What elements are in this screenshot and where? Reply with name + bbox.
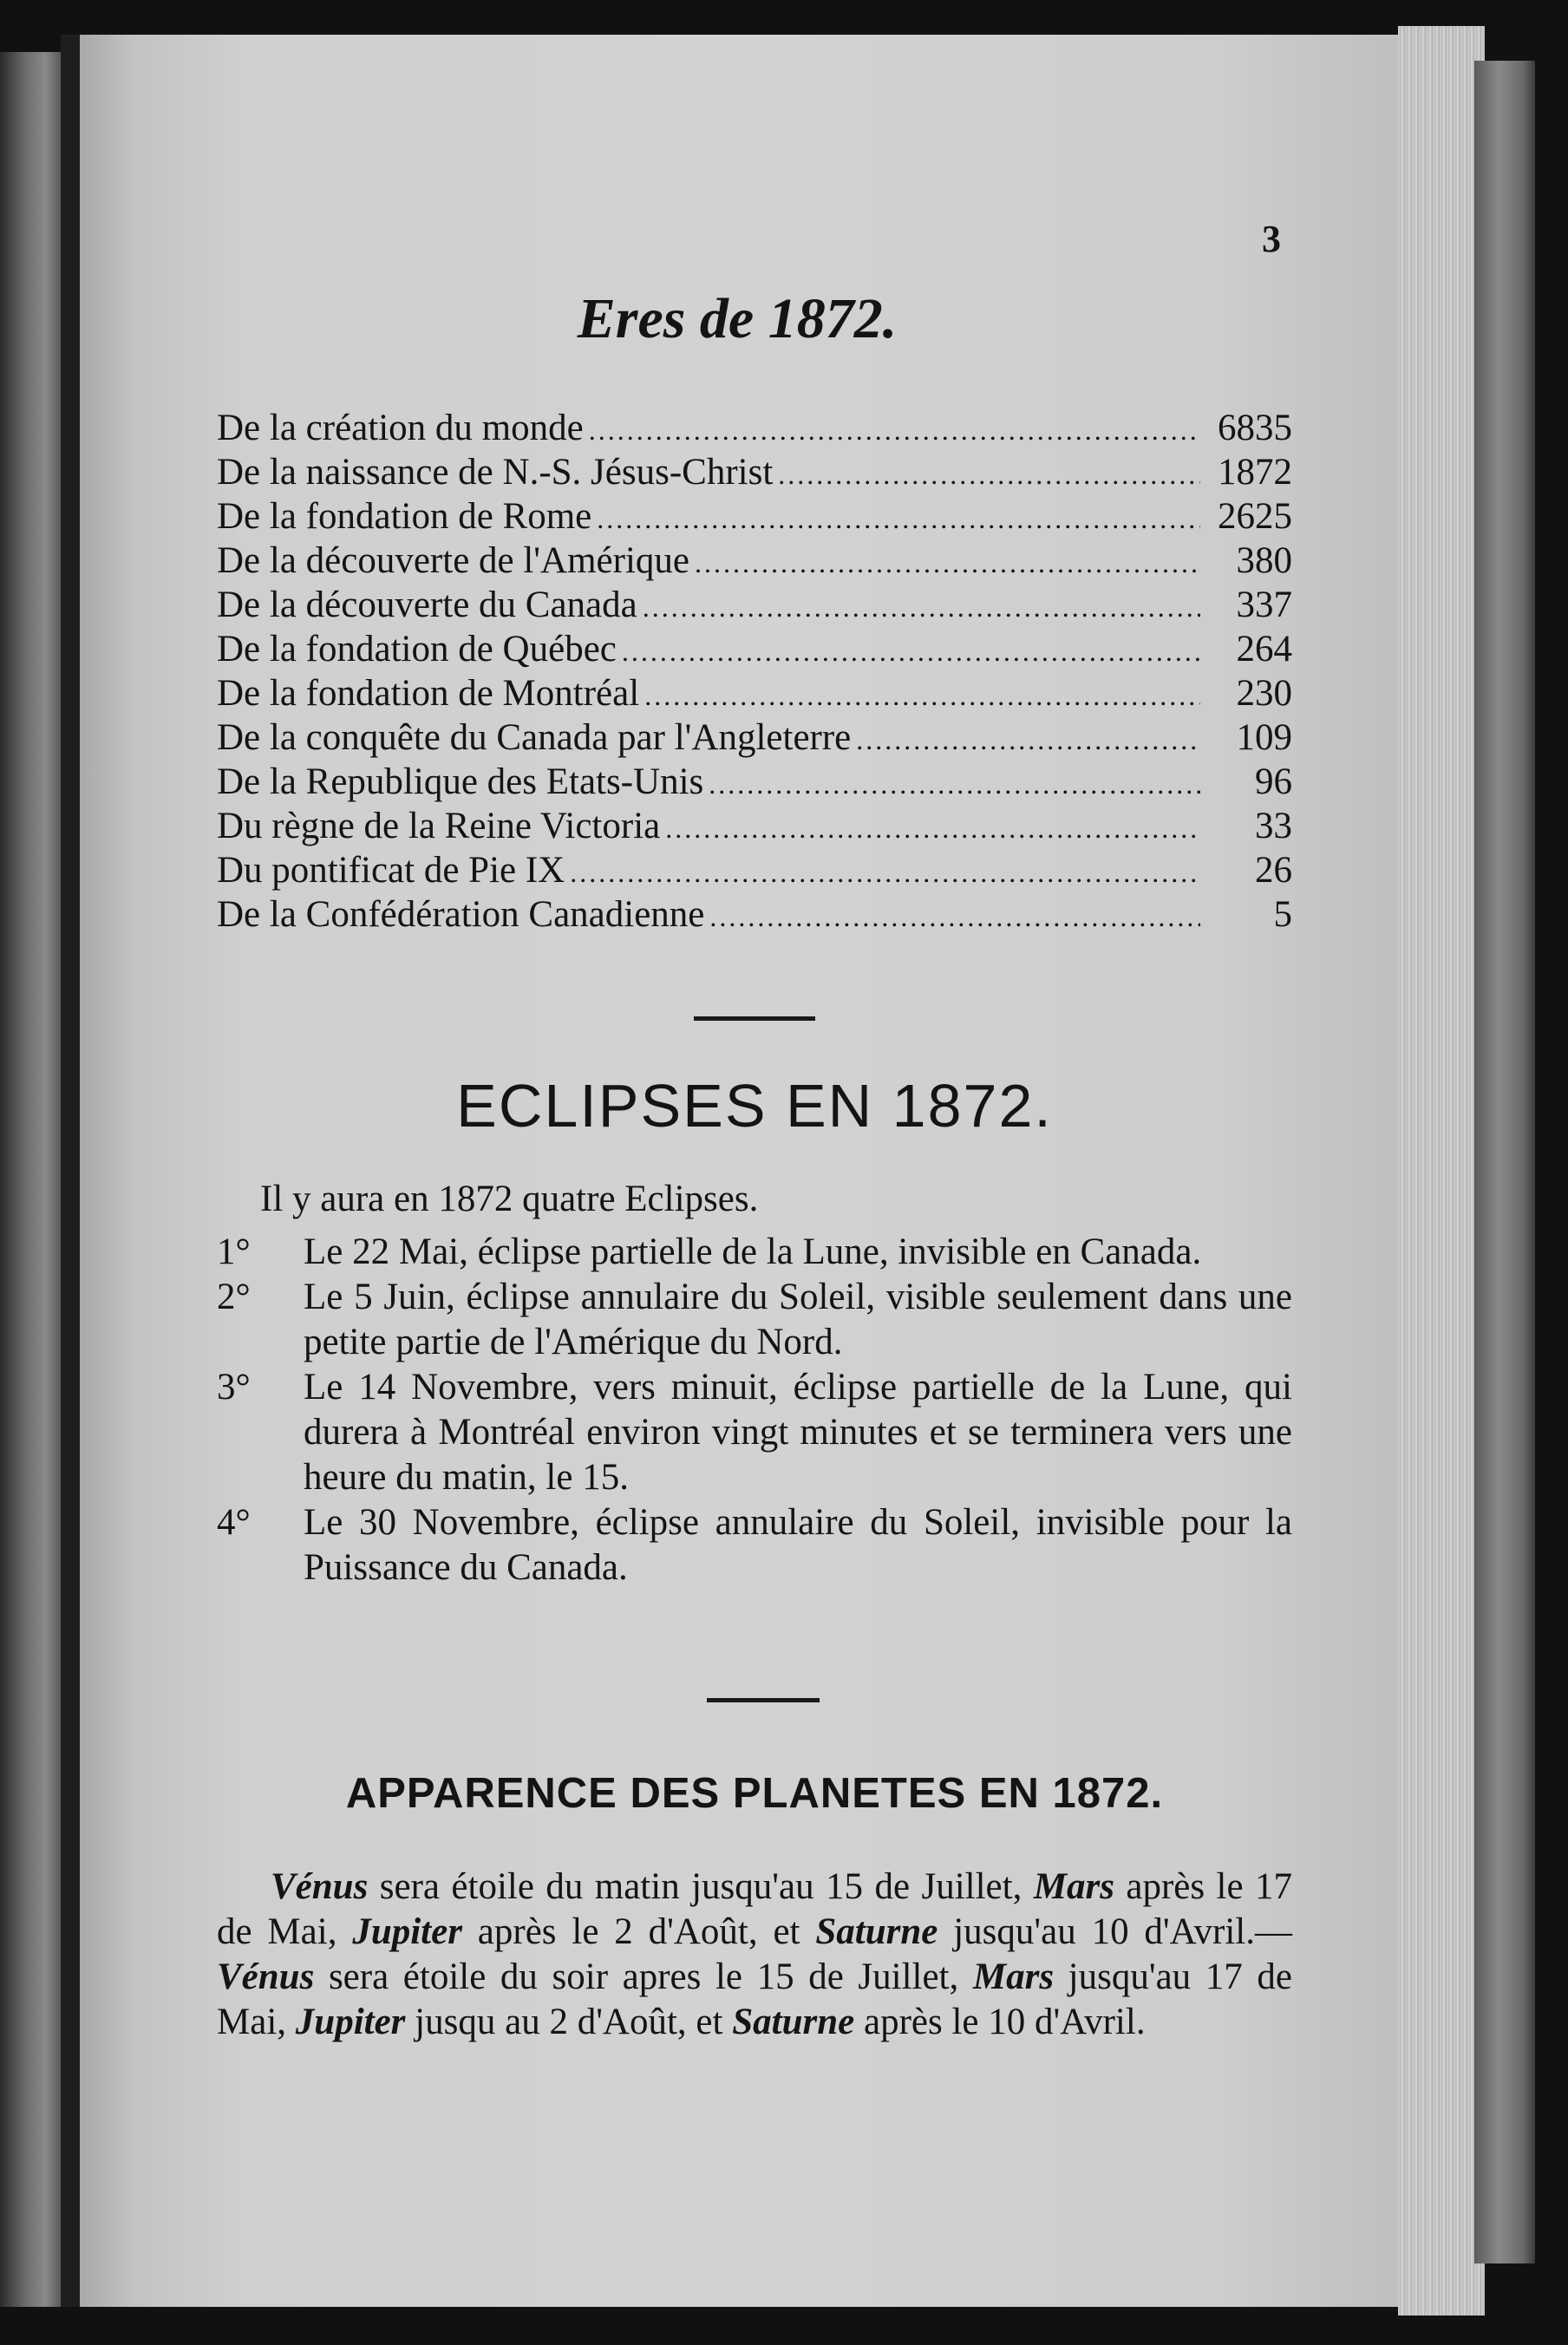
eres-row — [217, 627, 1292, 671]
planets-text: après le 2 d'Août, et — [461, 1911, 816, 1952]
eres-label: De la découverte du Canada — [217, 585, 637, 625]
eres-label: De la création du monde — [217, 408, 584, 448]
eres-label: Du pontificat de Pie IX — [217, 850, 565, 891]
planets-text: jusqu'au 10 d'Avril.— — [938, 1911, 1292, 1952]
planet-venus: Vénus — [217, 1956, 315, 1997]
eres-value: 5 — [1273, 894, 1292, 935]
eres-value: 26 — [1255, 850, 1292, 891]
eres-label: De la conquête du Canada par l'Angleterre — [217, 717, 852, 758]
eres-label: De la découverte de l'Amérique — [217, 540, 689, 581]
eclipse-item — [217, 1365, 1292, 1500]
planets-text: après le 10 d'Avril. — [854, 2002, 1146, 2042]
eres-label: De la fondation de Montréal — [217, 673, 640, 714]
eres-row — [217, 539, 1292, 583]
eres-row — [217, 892, 1292, 937]
eclipse-number: 3° — [217, 1367, 251, 1408]
section-divider — [694, 1016, 815, 1021]
eres-label: De la naissance de N.-S. Jésus-Christ — [217, 452, 774, 493]
eclipse-number: 2° — [217, 1277, 251, 1317]
eres-row — [217, 760, 1292, 804]
eclipse-item — [217, 1275, 1292, 1365]
eclipse-item — [217, 1230, 1292, 1275]
eres-value: 96 — [1255, 761, 1292, 802]
eclipse-item — [217, 1500, 1292, 1591]
eres-row — [217, 583, 1292, 627]
eclipse-text: Le 14 Novembre, vers minuit, éclipse partielle de la Lune, qui durera à Montréal environ vingt minutes et se terminera vers une heure du matin, le 15. — [304, 1367, 1292, 1498]
eclipse-number: 1° — [217, 1231, 251, 1272]
leader-dots — [709, 895, 1200, 939]
planet-mars: Mars — [1033, 1866, 1114, 1907]
eres-row — [217, 450, 1292, 494]
planets-text: sera étoile du matin jusqu'au 15 de Juillet, — [368, 1866, 1034, 1907]
planets-text: jusqu'au 17 de Mai, — [217, 1956, 1292, 2042]
leader-dots — [622, 630, 1200, 674]
eres-value: 6835 — [1218, 408, 1292, 448]
eclipse-number: 4° — [217, 1502, 251, 1543]
eres-label: De la Confédération Canadienne — [217, 894, 705, 935]
eres-label: Du règne de la Reine Victoria — [217, 806, 661, 846]
planets-text: après le 17 de Mai, — [217, 1866, 1292, 1952]
page-stack-edges — [1398, 26, 1485, 2316]
leader-dots — [570, 851, 1200, 895]
planets-title: APPARENCE DES PLANETES EN 1872. — [345, 1770, 1164, 1817]
eres-value: 1872 — [1218, 452, 1292, 493]
eres-value: 2625 — [1218, 496, 1292, 537]
planets-paragraph — [217, 1865, 1292, 2045]
eres-row — [217, 715, 1292, 760]
planet-jupiter: Jupiter — [295, 2002, 406, 2042]
eclipse-text: Le 30 Novembre, éclipse annulaire du Soleil, invisible pour la Puissance du Canada. — [304, 1502, 1292, 1588]
planets-text: jusqu au 2 d'Août, et — [405, 2002, 733, 2042]
eres-row — [217, 671, 1292, 715]
leader-dots — [778, 453, 1200, 497]
leader-dots — [643, 585, 1200, 630]
eres-value: 337 — [1236, 585, 1292, 625]
eres-row — [217, 494, 1292, 539]
book-spine — [61, 35, 80, 2307]
eclipses-intro: Il y aura en 1872 quatre Eclipses. — [260, 1179, 759, 1219]
eclipses-title: ECLIPSES EN 1872. — [456, 1072, 1053, 1140]
page-number: 3 — [1262, 218, 1281, 260]
eclipse-list — [217, 1230, 1292, 1591]
eclipse-text: Le 5 Juin, éclipse annulaire du Soleil, visible seulement dans une petite partie de l'Amérique du Nord. — [304, 1277, 1292, 1362]
book-cover-edge — [1474, 61, 1535, 2263]
planet-saturne: Saturne — [732, 2002, 855, 2042]
planet-jupiter: Jupiter — [352, 1911, 462, 1952]
eres-row — [217, 804, 1292, 848]
eres-value: 230 — [1236, 673, 1292, 714]
eres-value: 264 — [1236, 629, 1292, 670]
planet-mars: Mars — [972, 1956, 1055, 1997]
eres-title: Eres de 1872. — [577, 287, 898, 350]
page-content — [217, 0, 1292, 2345]
planets-text: sera étoile du soir apres le 15 de Juillet, — [314, 1956, 973, 1997]
eres-value: 33 — [1255, 806, 1292, 846]
planet-venus: Vénus — [271, 1866, 369, 1907]
eclipse-text: Le 22 Mai, éclipse partielle de la Lune, invisible en Canada. — [304, 1231, 1202, 1272]
eres-row — [217, 848, 1292, 892]
leader-dots — [597, 497, 1200, 541]
leader-dots — [665, 807, 1200, 851]
eres-label: De la fondation de Québec — [217, 629, 617, 670]
leader-dots — [589, 408, 1200, 453]
leader-dots — [709, 762, 1200, 807]
eres-label: De la Republique des Etats-Unis — [217, 761, 704, 802]
eres-list — [217, 406, 1292, 937]
eres-row — [217, 406, 1292, 450]
section-divider — [707, 1698, 820, 1702]
eres-value: 380 — [1236, 540, 1292, 581]
planet-saturne: Saturne — [815, 1911, 938, 1952]
eres-label: De la fondation de Rome — [217, 496, 592, 537]
leader-dots — [856, 718, 1200, 762]
leader-dots — [695, 541, 1200, 585]
eres-value: 109 — [1236, 717, 1292, 758]
leader-dots — [644, 674, 1200, 718]
